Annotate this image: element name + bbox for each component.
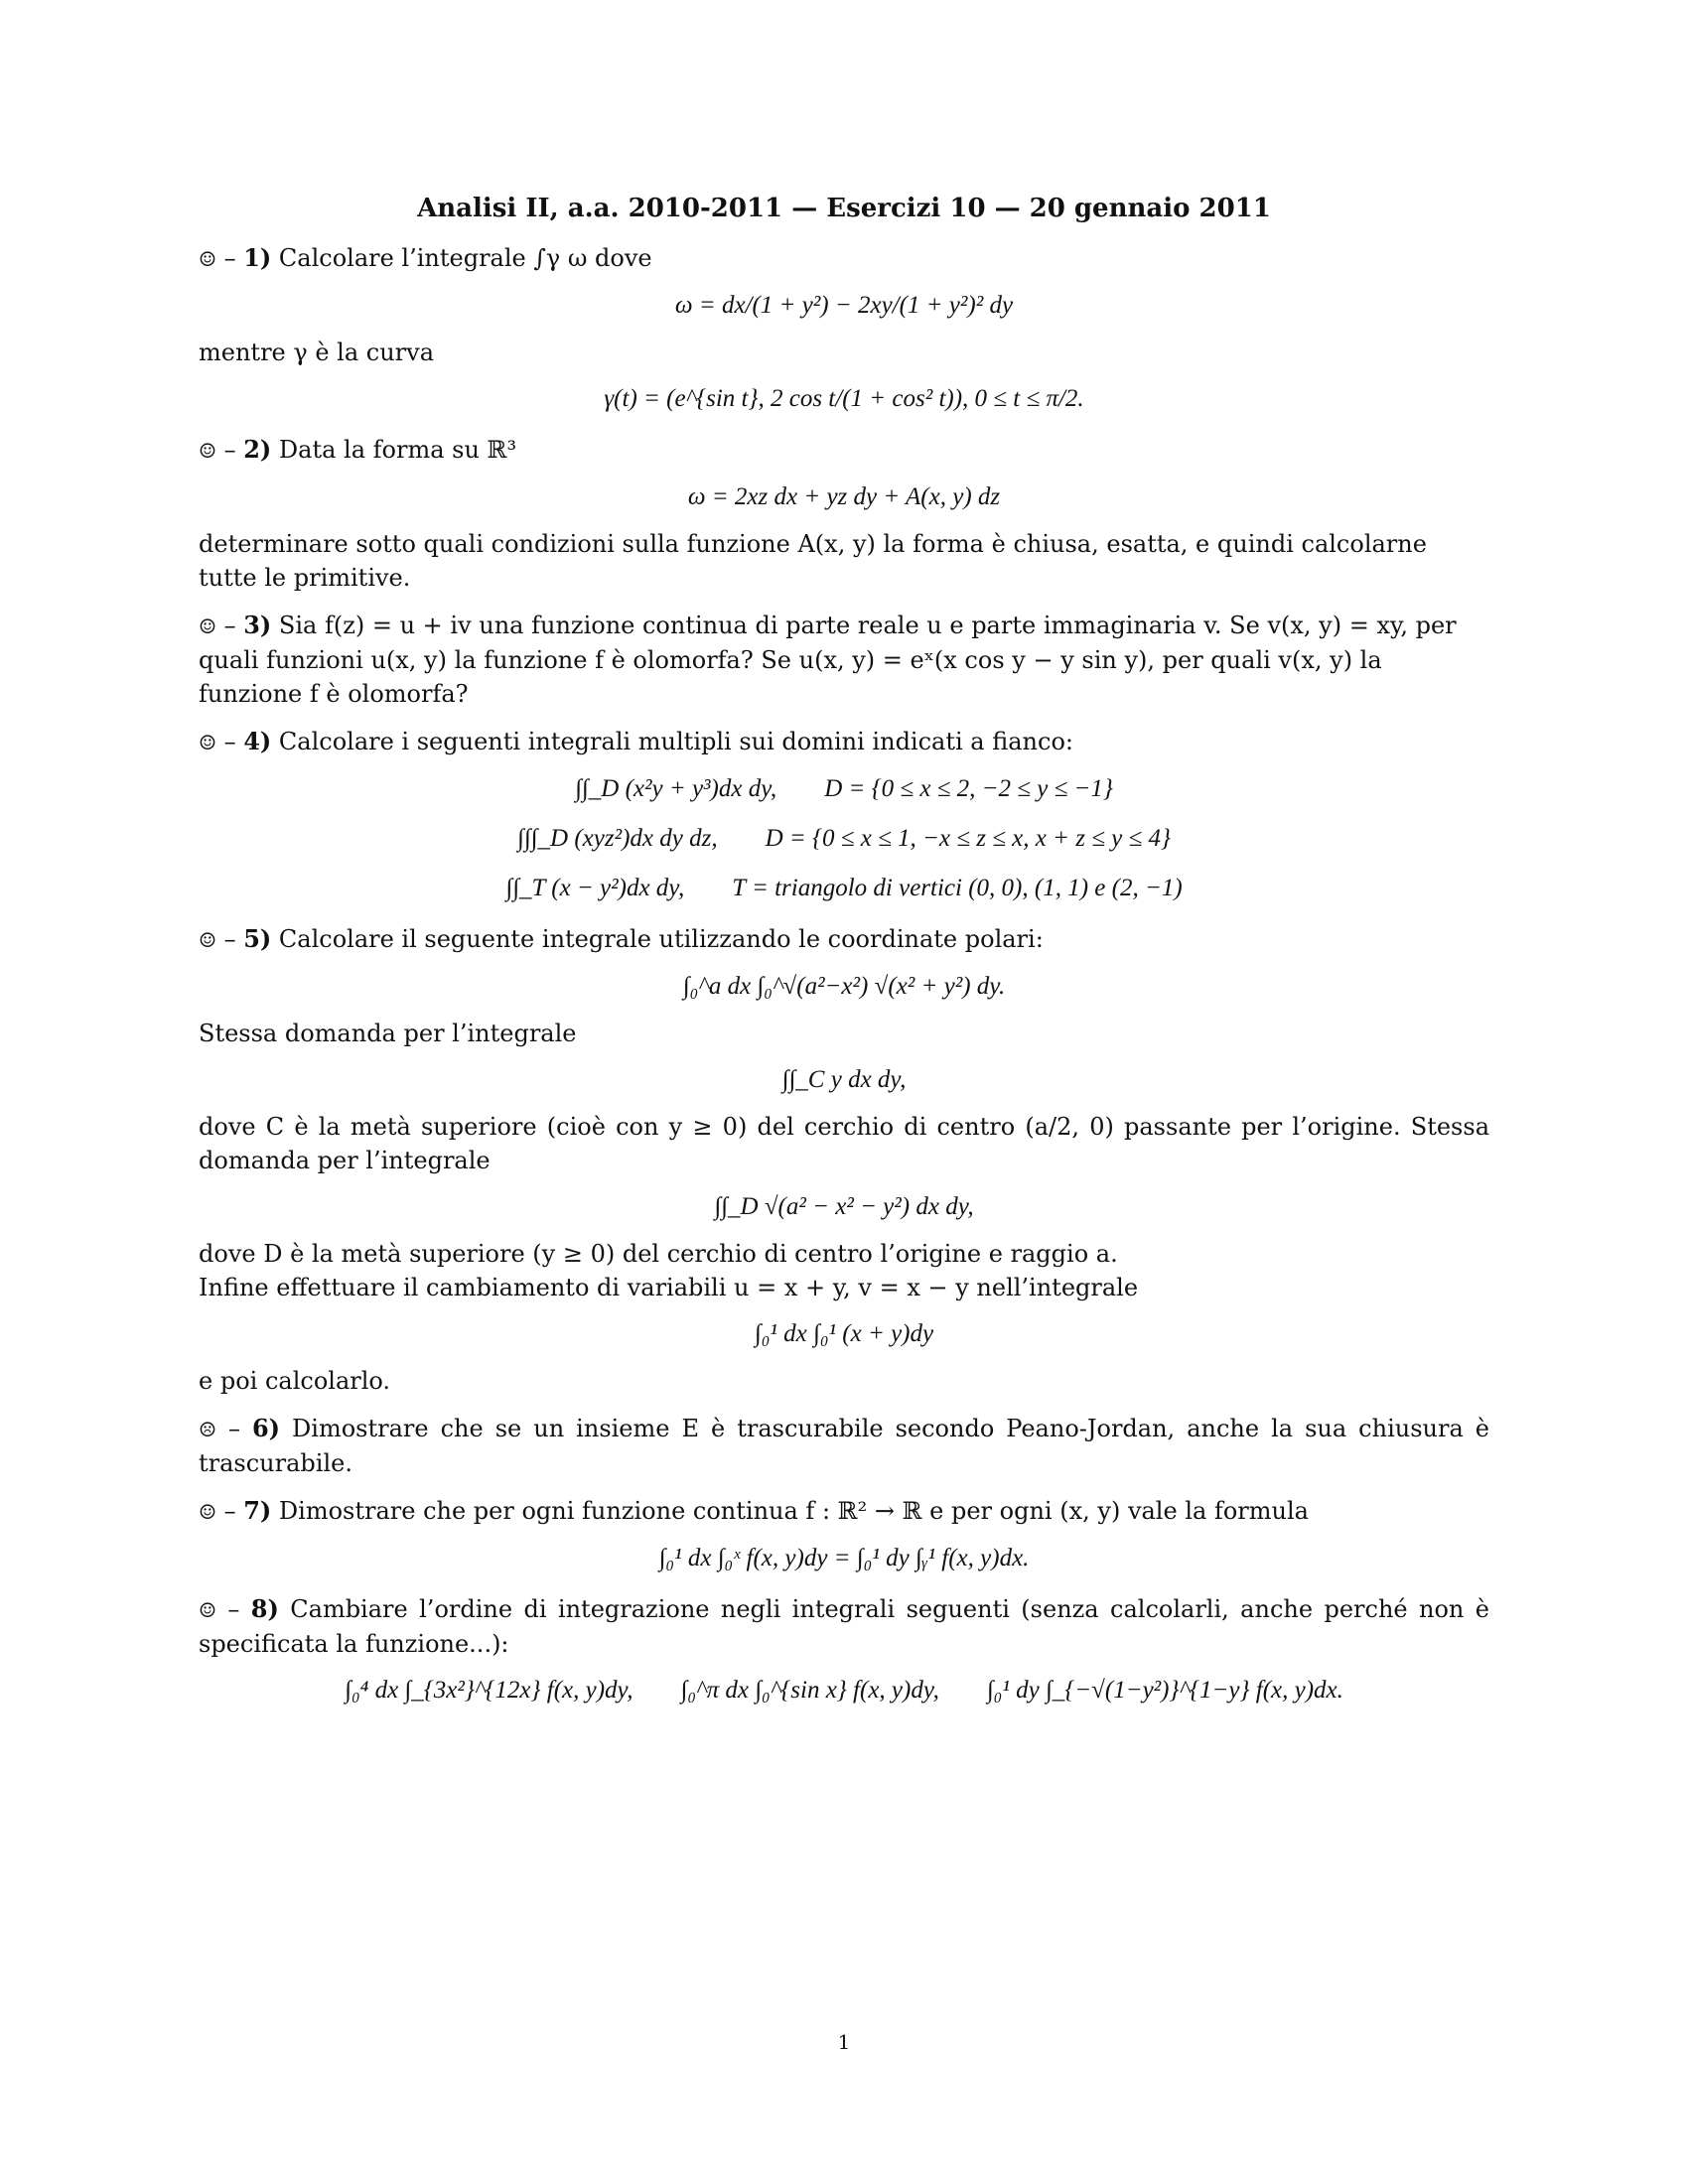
formula-fubini: ∫₀¹ dx ∫₀ˣ f(x, y)dy = ∫₀¹ dy ∫ᵧ¹ f(x, y)dx.: [658, 1545, 1030, 1571]
formula-integral-3: ∫∫_T (x − y²)dx dy, T = triangolo di vertici (0, 0), (1, 1) e (2, −1): [505, 875, 1183, 901]
exercise-number: 5): [243, 924, 272, 953]
formula-gamma: γ(t) = (e^{sin t}, 2 cos t/(1 + cos² t)), 0 ≤ t ≤ π/2.: [604, 385, 1084, 412]
formula-omega: ω = 2xz dx + yz dy + A(x, y) dz: [687, 483, 1001, 510]
smile-icon: ☺: [199, 1598, 216, 1622]
formula-change-variables: ∫₀¹ dx ∫₀¹ (x + y)dy: [754, 1320, 934, 1347]
exercise-4: ☺ – 4) Calcolare i seguenti integrali multipli sui domini indicati a fianco: ∫∫_D (x²y + y³)dx dy, D = {0 ≤ x ≤ 2, −2 ≤ y ≤ −1} ∫∫∫_D (xyz²)dx dy dz, D = {0 ≤ x ≤ 1, −x ≤ z ≤ x, x + z ≤ y ≤ 4} ∫∫_T (x − y²)dx dy, T = triangolo di vertici (0, 0), (1, 1) e (2, −1): [199, 725, 1489, 908]
exercise-number: 4): [243, 727, 272, 755]
exercise-text: Infine effettuare il cambiamento di variabili u = x + y, v = x − y nell’integrale: [199, 1274, 1139, 1301]
exercise-number: 7): [243, 1496, 272, 1525]
smile-icon: ☺: [199, 1500, 216, 1524]
formula-polar-2: ∫∫_C y dx dy,: [781, 1066, 907, 1093]
page-number: 1: [837, 2030, 851, 2054]
smile-icon: ☺: [199, 928, 216, 952]
exercise-8: ☺ – 8) Cambiare l’ordine di integrazione negli integrali seguenti (senza calcolarli, anche perché non è specificata la funzione...): ∫₀⁴ dx ∫_{3x²}^{12x} f(x, y)dy, ∫₀^π dx ∫₀^{sin x} f(x, y)dy, ∫₀¹ dy ∫_{−√(1−y²)}^{1−y} f(x, y)dx.: [199, 1592, 1489, 1710]
exercise-1: ☺ – 1) Calcolare l’integrale ∫γ ω dove ω = dx/(1 + y²) − 2xy/(1 + y²)² dy mentre γ è la curva γ(t) = (e^{sin t}, 2 cos t/(1 + cos² t)), 0 ≤ t ≤ π/2.: [199, 241, 1489, 419]
exercise-number: 3): [243, 611, 272, 639]
exercise-text: Calcolare il seguente integrale utilizzando le coordinate polari:: [278, 925, 1044, 953]
formula-integral-2: ∫∫∫_D (xyz²)dx dy dz, D = {0 ≤ x ≤ 1, −x ≤ z ≤ x, x + z ≤ y ≤ 4}: [516, 825, 1172, 852]
exercise-text: determinare sotto quali condizioni sulla funzione A(x, y) la forma è chiusa, esatta, e quindi calcolarne tutte le primitive.: [199, 530, 1427, 592]
exercise-text: dove D è la metà superiore (y ≥ 0) del cerchio di centro l’origine e raggio a.: [199, 1240, 1118, 1268]
sad-icon: ☹: [199, 1418, 216, 1441]
exercise-5: ☺ – 5) Calcolare il seguente integrale utilizzando le coordinate polari: ∫₀^a dx ∫₀^√(a²−x²) √(x² + y²) dy. Stessa domanda per l’integrale ∫∫_C y dx dy, dove C è la metà superiore (cioè con y ≥ 0) del cerchio di centro (a/2, 0) passante per l’origine. Stessa domanda per l’integrale ∫∫_D √(a² − x² − y²) dx dy, dove D è la metà superiore (y ≥ 0) del cerchio di centro l’origine e raggio a. Infine effettuare il cambiamento di variabili u = x + y, v = x − y nell’integrale ∫₀¹ dx ∫₀¹ (x + y)dy e poi calcolarlo.: [199, 922, 1489, 1398]
formula-omega: ω = dx/(1 + y²) − 2xy/(1 + y²)² dy: [674, 292, 1014, 319]
exercise-text: Stessa domanda per l’integrale: [199, 1020, 577, 1047]
exercise-number: 1): [243, 243, 272, 272]
page-title: Analisi II, a.a. 2010-2011 — Esercizi 10 — 20 gennaio 2011: [417, 194, 1271, 223]
smile-icon: ☺: [199, 614, 216, 638]
smile-icon: ☺: [199, 731, 216, 754]
exercise-number: 2): [243, 435, 272, 464]
smile-icon: ☺: [199, 439, 216, 463]
exercise-3: ☺ – 3) Sia f(z) = u + iv una funzione continua di parte reale u e parte immaginaria v. Se v(x, y) = xy, per quali funzioni u(x, y) la funzione f è olomorfa? Se u(x, y) = eˣ(x cos y − y sin y), per quali v(x, y) la funzione f è olomorfa?: [199, 611, 1457, 708]
formula-polar-3: ∫∫_D √(a² − x² − y²) dx dy,: [714, 1193, 974, 1220]
exercise-text: Dimostrare che per ogni funzione continua f : ℝ² → ℝ e per ogni (x, y) vale la formula: [278, 1497, 1309, 1525]
exercise-text: Data la forma su ℝ³: [278, 436, 517, 464]
exercise-text: mentre γ è la curva: [199, 339, 435, 366]
exercise-number: 6): [251, 1414, 281, 1442]
exercise-7: ☺ – 7) Dimostrare che per ogni funzione continua f : ℝ² → ℝ e per ogni (x, y) vale la formula ∫₀¹ dx ∫₀ˣ f(x, y)dy = ∫₀¹ dy ∫ᵧ¹ f(x, y)dx.: [199, 1494, 1489, 1578]
exercise-2: ☺ – 2) Data la forma su ℝ³ ω = 2xz dx + yz dy + A(x, y) dz determinare sotto quali condizioni sulla funzione A(x, y) la forma è chiusa, esatta, e quindi calcolarne tutte le primitive.: [199, 433, 1489, 595]
exercise-6: ☹ – 6) Dimostrare che se un insieme E è trascurabile secondo Peano-Jordan, anche la sua chiusura è trascurabile.: [199, 1414, 1489, 1477]
exercise-number: 8): [250, 1594, 279, 1623]
formula-integral-1: ∫∫_D (x²y + y³)dx dy, D = {0 ≤ x ≤ 2, −2 ≤ y ≤ −1}: [575, 775, 1113, 802]
page: [199, 194, 1489, 1724]
exercise-text: Sia f(z) = u + iv una funzione continua di parte reale u e parte immaginaria v. Se v(x, y) = xy, per quali funzioni u(x, y) la funzione f è olomorfa? Se u(x, y) = eˣ(x cos y − y sin y), per quali v(x, y) la funzione f è olomorfa?: [199, 612, 1457, 708]
smile-icon: ☺: [199, 247, 216, 271]
formula-order-change: ∫₀⁴ dx ∫_{3x²}^{12x} f(x, y)dy, ∫₀^π dx ∫₀^{sin x} f(x, y)dy, ∫₀¹ dy ∫_{−√(1−y²)}^{1−y} f(x, y)dx.: [345, 1677, 1343, 1704]
exercise-text: Cambiare l’ordine di integrazione negli integrali seguenti (senza calcolarli, anche perché non è specificata la funzione...):: [199, 1595, 1490, 1658]
exercise-text: e poi calcolarlo.: [199, 1367, 391, 1395]
exercise-text: Dimostrare che se un insieme E è trascurabile secondo Peano-Jordan, anche la sua chiusura è trascurabile.: [199, 1415, 1489, 1477]
formula-polar-1: ∫₀^a dx ∫₀^√(a²−x²) √(x² + y²) dy.: [682, 973, 1006, 1000]
exercise-text: Calcolare l’integrale ∫γ ω dove: [278, 244, 652, 272]
exercise-text: dove C è la metà superiore (cioè con y ≥ 0) del cerchio di centro (a/2, 0) passante per l’origine. Stessa domanda per l’integrale: [199, 1113, 1489, 1174]
exercise-text: Calcolare i seguenti integrali multipli sui domini indicati a fianco:: [278, 728, 1073, 755]
